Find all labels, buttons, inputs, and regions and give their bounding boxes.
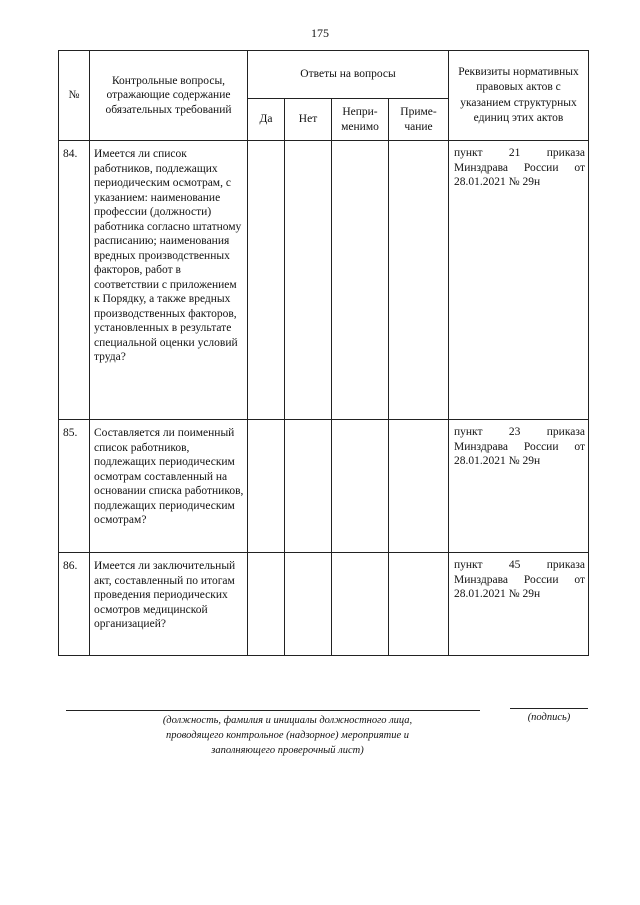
header-number: № xyxy=(59,51,90,141)
answer-yes-cell[interactable] xyxy=(248,553,285,656)
question-text: Имеется ли список работников, подлежащих периодическим осмотрам, с указанием: наименование профессии (должности) работника согласно штатному расписанию; наименования вредных производственных факторов, работ в соответствии с приложением к Порядку, а также вредных производственных факторов, установленных в результате специальной оценки условий труда? xyxy=(90,141,248,420)
answer-not-applicable-cell[interactable] xyxy=(332,553,389,656)
signature-line xyxy=(510,708,588,709)
answer-not-applicable-cell[interactable] xyxy=(332,141,389,420)
row-number: 86. xyxy=(59,553,90,656)
header-answer-not-applicable: Непри- менимо xyxy=(332,99,389,141)
answer-yes-cell[interactable] xyxy=(248,420,285,553)
question-text: Имеется ли заключительный акт, составленный по итогам проведения периодических осмотров медицинской организацией? xyxy=(90,553,248,656)
requisites-cell: пункт 45 приказа Минздрава России от 28.01.2021 № 29н xyxy=(449,553,589,656)
row-number: 84. xyxy=(59,141,90,420)
header-requisites: Реквизиты нормативных правовых актов с указанием структурных единиц этих актов xyxy=(449,51,589,141)
answer-yes-cell[interactable] xyxy=(248,141,285,420)
signature-caption: (подпись) xyxy=(527,712,571,723)
checklist-table xyxy=(58,50,589,656)
answer-note-cell[interactable] xyxy=(389,553,449,656)
header-answer-no: Нет xyxy=(285,99,332,141)
answer-note-cell[interactable] xyxy=(389,141,449,420)
answer-not-applicable-cell[interactable] xyxy=(332,420,389,553)
official-signature-line xyxy=(66,710,480,711)
answer-no-cell[interactable] xyxy=(285,553,332,656)
table-row xyxy=(59,553,589,656)
header-answers: Ответы на вопросы xyxy=(248,51,449,99)
answer-note-cell[interactable] xyxy=(389,420,449,553)
page-number: 175 xyxy=(311,26,329,40)
table-row xyxy=(59,420,589,553)
official-caption: (должность, фамилия и инициалы должностного лица, проводящего контрольное (надзорное) мероприятие и заполняющего проверочный лист) xyxy=(162,715,413,756)
answer-no-cell[interactable] xyxy=(285,141,332,420)
table-row xyxy=(59,141,589,420)
header-answer-note: Приме- чание xyxy=(389,99,449,141)
row-number: 85. xyxy=(59,420,90,553)
requisites-cell: пункт 21 приказа Минздрава России от 28.01.2021 № 29н xyxy=(449,141,589,420)
header-answer-yes: Да xyxy=(248,99,285,141)
requisites-cell: пункт 23 приказа Минздрава России от 28.01.2021 № 29н xyxy=(449,420,589,553)
question-text: Составляется ли поименный список работников, подлежащих периодическим осмотрам составленный на основании списка работников, подлежащих периодическим осмотрам? xyxy=(90,420,248,553)
answer-no-cell[interactable] xyxy=(285,420,332,553)
header-questions: Контрольные вопросы, отражающие содержание обязательных требований xyxy=(90,51,248,141)
